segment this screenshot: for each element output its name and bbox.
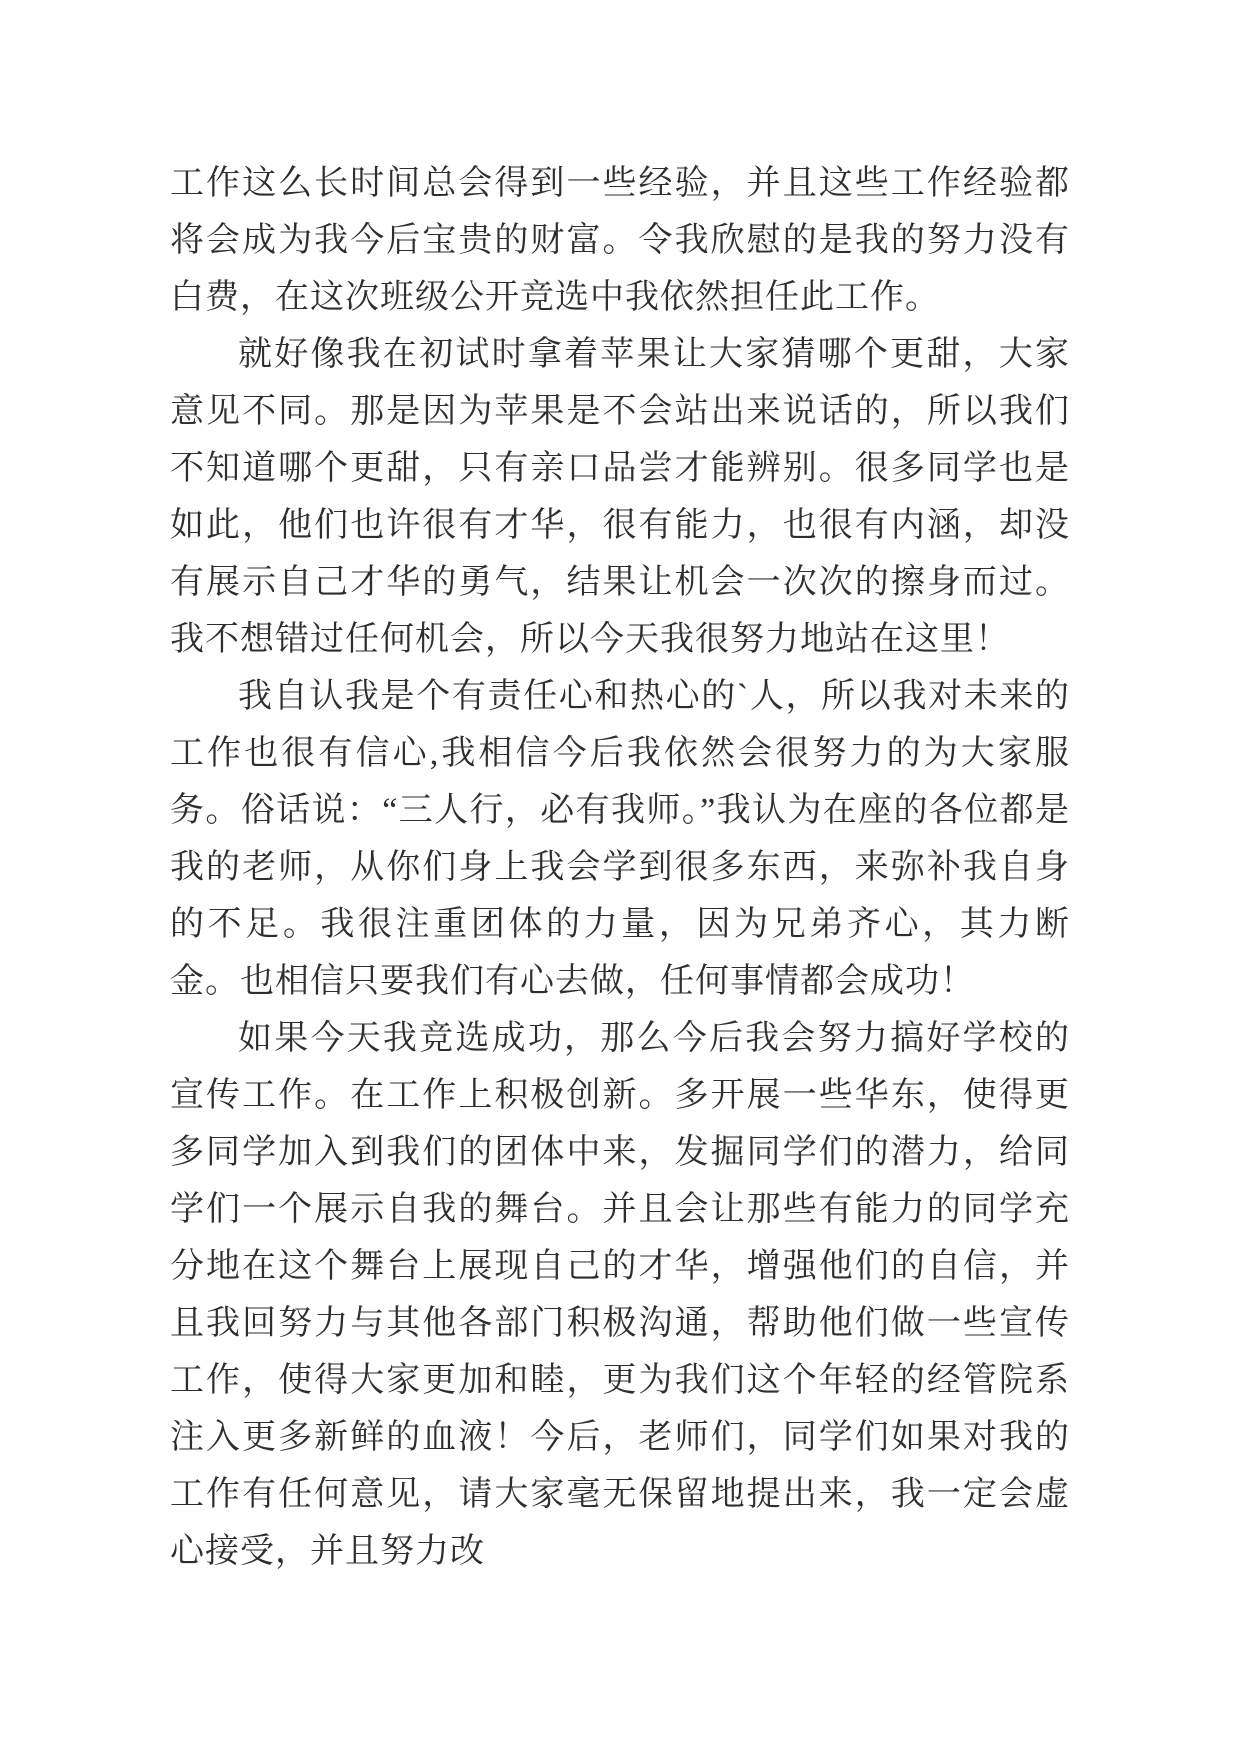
paragraph: 就好像我在初试时拿着苹果让大家猜哪个更甜，大家意见不同。那是因为苹果是不会站出来说话的，所以我们不知道哪个更甜，只有亲口品尝才能辨别。很多同学也是如此，他们也许很有才华，很有能力，也很有内涵，却没有展示自己才华的勇气，结果让机会一次次的擦身而过。我不想错过任何机会，所以今天我很努力地站在这里！ xyxy=(170,336,1070,658)
essay-text-block xyxy=(170,155,1070,1580)
paragraph: 我自认我是个有责任心和热心的`人，所以我对未来的工作也很有信心,我相信今后我依然会很努力的为大家服务。俗话说：“三人行，必有我师。”我认为在座的各位都是我的老师，从你们身上我会学到很多东西，来弥补我自身的不足。我很注重团体的力量，因为兄弟齐心，其力断金。也相信只要我们有心去做，任何事情都会成功！ xyxy=(170,678,1070,1000)
paragraph: 如果今天我竞选成功，那么今后我会努力搞好学校的宣传工作。在工作上积极创新。多开展一些华东，使得更多同学加入到我们的团体中来，发掘同学们的潜力，给同学们一个展示自我的舞台。并且会让那些有能力的同学充分地在这个舞台上展现自己的才华，增强他们的自信，并且我回努力与其他各部门积极沟通，帮助他们做一些宣传工作，使得大家更加和睦，更为我们这个年轻的经管院系注入更多新鲜的血液！今后，老师们，同学们如果对我的工作有任何意见，请大家毫无保留地提出来，我一定会虚心接受，并且努力改 xyxy=(170,1020,1070,1570)
paragraph: 工作这么长时间总会得到一些经验，并且这些工作经验都将会成为我今后宝贵的财富。令我欣慰的是我的努力没有白费，在这次班级公开竞选中我依然担任此工作。 xyxy=(170,165,1070,316)
